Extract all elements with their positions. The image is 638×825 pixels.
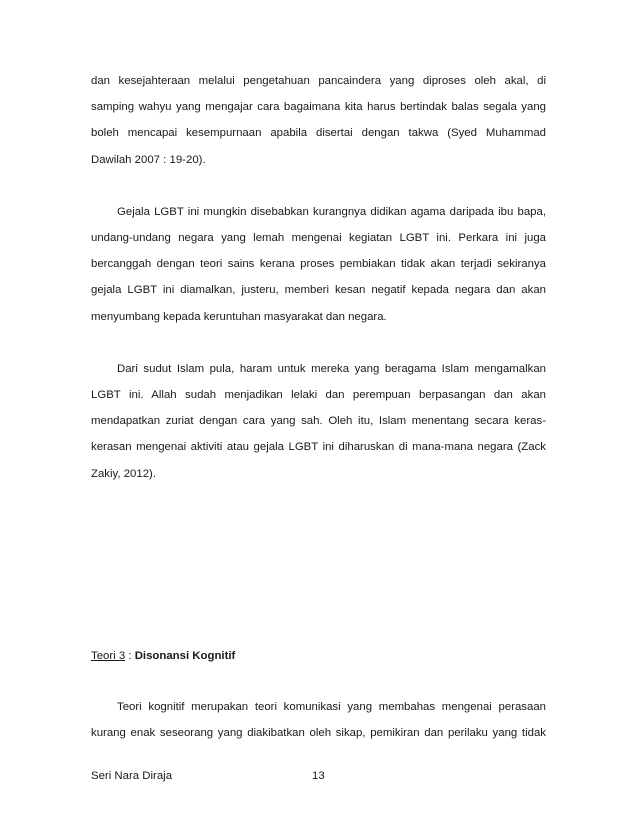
text-line: Dawilah 2007 : 19-20). — [91, 153, 206, 166]
text-line: Teori kognitif merupakan teori komunikasi yang membahas mengenai perasaan — [117, 701, 546, 713]
section-heading-block — [91, 646, 546, 666]
text-line: Gejala LGBT ini mungkin disebabkan kurangnya didikan agama daripada ibu bapa, — [117, 205, 546, 218]
paragraph-4 — [91, 694, 546, 746]
page-content — [91, 68, 546, 487]
paragraph-3 — [91, 356, 546, 487]
text-line: undang-undang negara yang lemah mengenai kegiatan LGBT ini. Perkara ini juga — [91, 232, 546, 245]
text-line: kurang enak seseorang yang diakibatkan oleh sikap, pemikiran dan perilaku yang tidak — [91, 727, 546, 740]
heading-title: Disonansi Kognitif — [134, 650, 236, 662]
final-paragraph-block — [91, 694, 546, 746]
text-line: boleh mencapai kesempurnaan apabila disertai dengan takwa (Syed Muhammad — [91, 127, 546, 140]
paragraph-1 — [91, 68, 546, 173]
text-line: gejala LGBT ini diamalkan, justeru, memberi kesan negatif kepada negara dan akan — [91, 284, 546, 297]
page-number: 13 — [312, 770, 325, 782]
section-heading — [91, 646, 546, 666]
text-line: Zakiy, 2012). — [91, 467, 156, 480]
paragraph-2 — [91, 199, 546, 330]
text-line: dan kesejahteraan melalui pengetahuan pancaindera yang diproses oleh akal, di — [91, 75, 546, 87]
heading-separator: : — [125, 650, 135, 662]
text-line: mendapatkan zuriat dengan cara yang sah. Oleh itu, Islam menentang secara keras- — [91, 415, 546, 428]
text-line: Dari sudut Islam pula, haram untuk mereka yang beragama Islam mengamalkan — [117, 362, 546, 375]
text-line: menyumbang kepada keruntuhan masyarakat dan negara. — [91, 310, 387, 323]
text-line: LGBT ini. Allah sudah menjadikan lelaki dan perempuan berpasangan dan akan — [91, 389, 546, 402]
footer-publication: Seri Nara Diraja — [91, 770, 173, 782]
text-line: samping wahyu yang mengajar cara bagaimana kita harus bertindak balas segala yang — [91, 101, 546, 114]
heading-label: Teori 3 — [91, 650, 126, 662]
text-line: kerasan mengenai aktiviti atau gejala LGBT ini diharuskan di mana-mana negara (Zack — [91, 441, 546, 454]
text-line: bercanggah dengan teori sains kerana proses pembiakan tidak akan terjadi sekiranya — [91, 258, 546, 271]
